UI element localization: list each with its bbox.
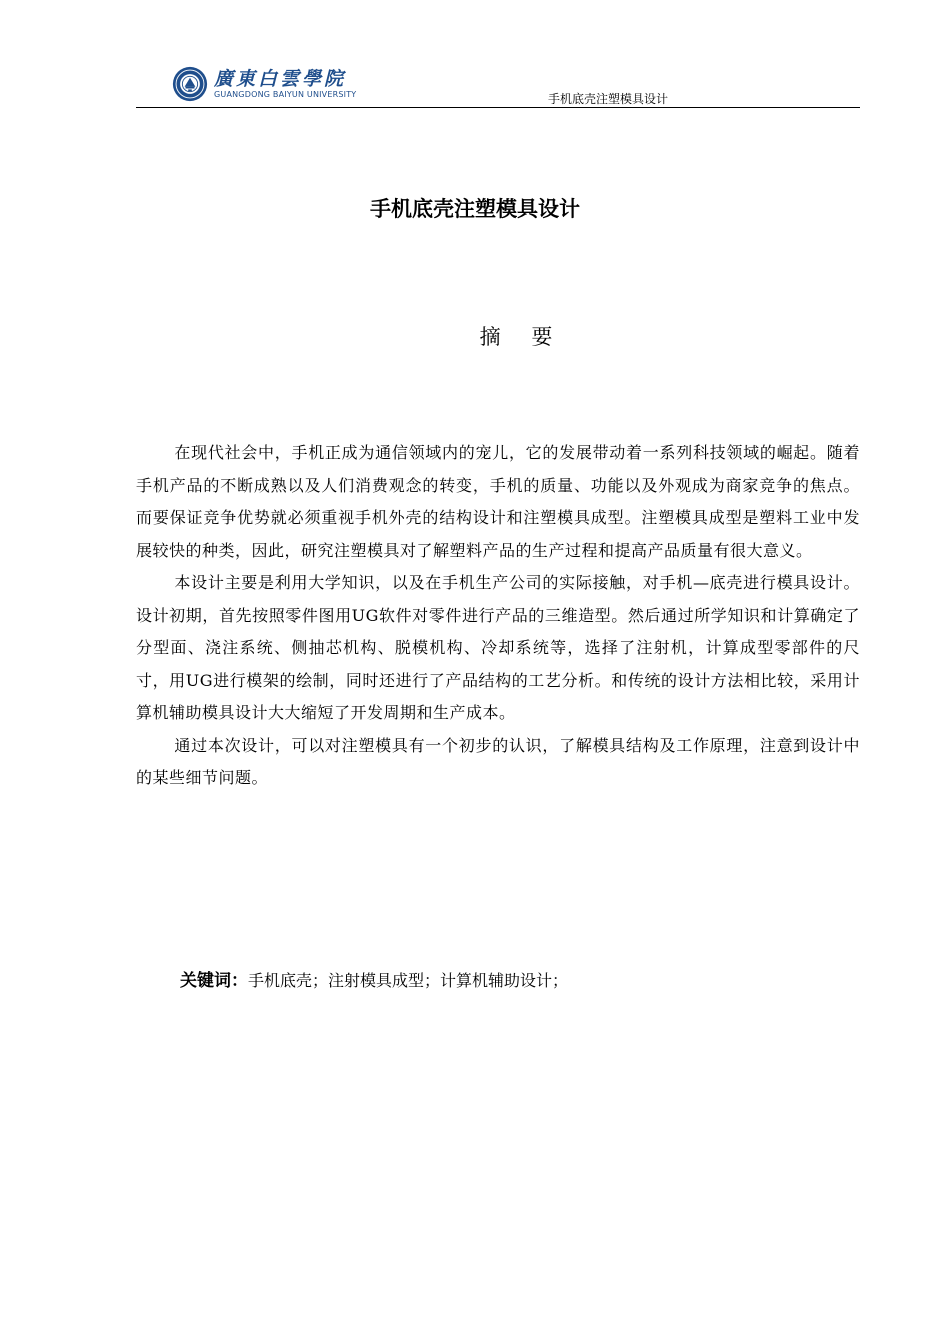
running-title: 手机底壳注塑模具设计 [547,92,668,106]
keywords-line [180,966,568,996]
keywords-value: 手机底壳；注射模具成型；计算机辅助设计； [248,971,569,990]
logo-english-name: GUANGDONG BAIYUN UNIVERSITY [214,90,357,99]
abstract-body [136,437,860,795]
abstract-paragraph: 在现代社会中，手机正成为通信领域内的宠儿，它的发展带动着一系列科技领域的崛起。随着手机产品的不断成熟以及人们消费观念的转变，手机的质量、功能以及外观成为商家竞争的焦点。而要保证竞争优势就必须重视手机外壳的结构设计和注塑模具成型。注塑模具成型是塑料工业中发展较快的种类，因此，研究注塑模具对了解塑料产品的生产过程和提高产品质量有很大意义。 [136,443,860,560]
university-logo [172,66,356,102]
abstract-heading: 摘 要 [479,325,565,349]
logo-chinese-name: 廣東白雲學院 [214,68,347,90]
header-divider [136,107,860,108]
keywords-label: 关键词： [180,971,248,991]
abstract-paragraph: 通过本次设计，可以对注塑模具有一个初步的认识，了解模具结构及工作原理，注意到设计中的某些细节问题。 [136,735,860,787]
logo-wordmark [214,68,356,100]
document-title: 手机底壳注塑模具设计 [370,197,580,221]
university-seal-icon [172,66,208,102]
page-header [136,62,860,108]
abstract-paragraph: 本设计主要是利用大学知识，以及在手机生产公司的实际接触，对手机—底壳进行模具设计。设计初期，首先按照零件图用UG软件对零件进行产品的三维造型。然后通过所学知识和计算确定了分型面、浇注系统、侧抽芯机构、脱模机构、冷却系统等，选择了注射机，计算成型零部件的尺寸，用UG进行模架的绘制，同时还进行了产品结构的工艺分析。和传统的设计方法相比较，采用计算机辅助模具设计大大缩短了开发周期和生产成本。 [136,573,860,722]
